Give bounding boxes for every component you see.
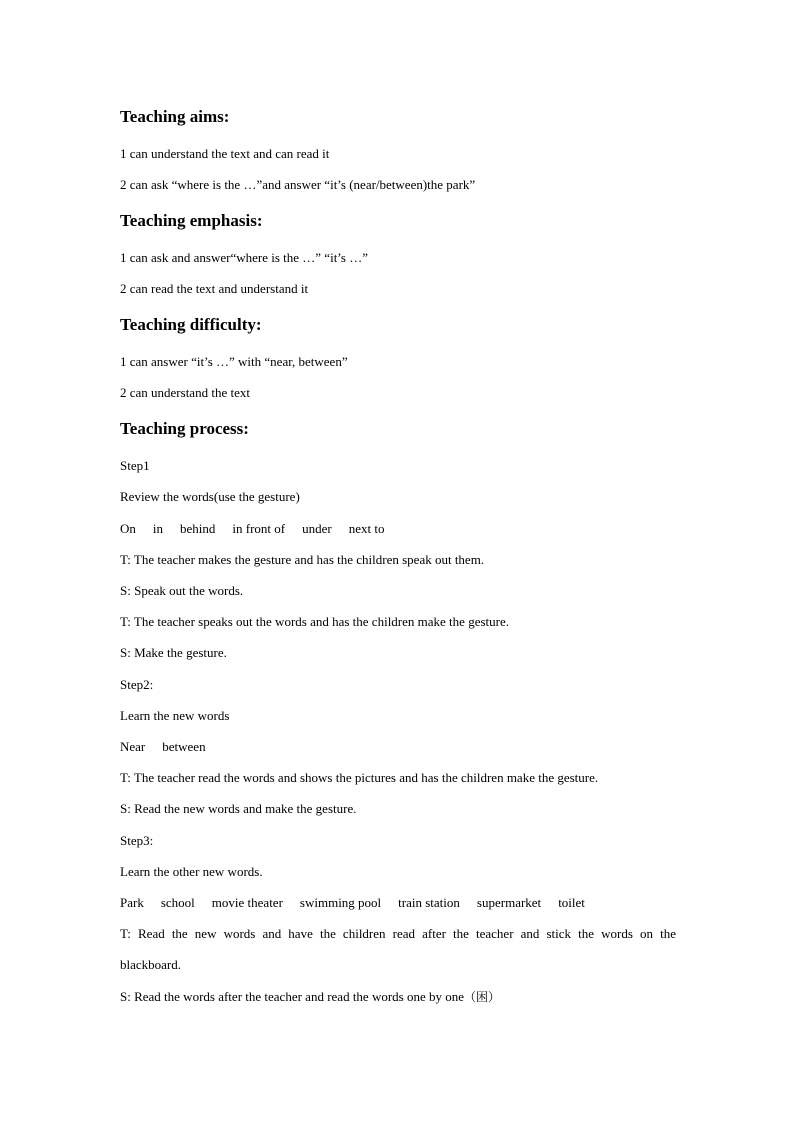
step3-teacher-line: T: Read the new words and have the children read after the teacher and stick the words on the [120, 926, 676, 941]
step2-word: Near [120, 739, 146, 754]
heading-teaching-process: Teaching process: [120, 419, 249, 438]
heading-teaching-emphasis: Teaching emphasis: [120, 211, 263, 230]
aims-line-1: 1 can understand the text and can read it [120, 146, 330, 161]
aims-line-2: 2 can ask “where is the …”and answer “it’s (near/between)the park” [120, 177, 476, 192]
emphasis-line-1: 1 can ask and answer“where is the …” “it’s …” [120, 250, 368, 265]
step1-description: Review the words(use the gesture) [120, 489, 300, 504]
step3-word-list [120, 894, 602, 912]
difficulty-mark: （困） [464, 990, 501, 1004]
step3-student-text: S: Read the words after the teacher and read the words one by one [120, 989, 465, 1004]
step2-teacher-line: T: The teacher read the words and shows the pictures and has the children make the gesture. [120, 770, 599, 785]
step2-title: Step2: [120, 677, 154, 692]
step3-word: swimming pool [299, 895, 382, 910]
step1-student-line: S: Speak out the words. [120, 583, 244, 598]
step2-word: between [162, 739, 206, 754]
step3-word: toilet [558, 895, 585, 910]
step2-description: Learn the new words [120, 708, 230, 723]
difficulty-line-1: 1 can answer “it’s …” with “near, between” [120, 354, 348, 369]
step3-description: Learn the other new words. [120, 864, 263, 879]
step3-word: train station [398, 895, 460, 910]
step3-teacher-line-continued: blackboard. [120, 957, 182, 972]
step3-word: movie theater [211, 895, 283, 910]
step3-word: school [160, 895, 195, 910]
step1-word: On [120, 521, 136, 536]
step2-student-line: S: Read the new words and make the gesture. [120, 801, 357, 816]
step1-word: in [152, 521, 164, 536]
step3-word: supermarket [476, 895, 542, 910]
step1-word: under [302, 521, 332, 536]
document-page [120, 0, 676, 1123]
step1-student-line-2: S: Make the gesture. [120, 645, 227, 660]
step1-title: Step1 [120, 458, 150, 473]
step1-teacher-line: T: The teacher makes the gesture and has the children speak out them. [120, 552, 485, 567]
step1-teacher-line-2: T: The teacher speaks out the words and has the children make the gesture. [120, 614, 509, 629]
heading-teaching-aims: Teaching aims: [120, 107, 230, 126]
step3-student-line [120, 988, 500, 1006]
step1-word-list [120, 520, 401, 538]
step1-word: next to [348, 521, 385, 536]
step1-word: behind [180, 521, 216, 536]
step2-word-list [120, 738, 223, 756]
step1-word: in front of [232, 521, 286, 536]
step3-title: Step3: [120, 833, 154, 848]
heading-teaching-difficulty: Teaching difficulty: [120, 315, 262, 334]
difficulty-line-2: 2 can understand the text [120, 385, 250, 400]
step3-word: Park [120, 895, 144, 910]
emphasis-line-2: 2 can read the text and understand it [120, 281, 309, 296]
